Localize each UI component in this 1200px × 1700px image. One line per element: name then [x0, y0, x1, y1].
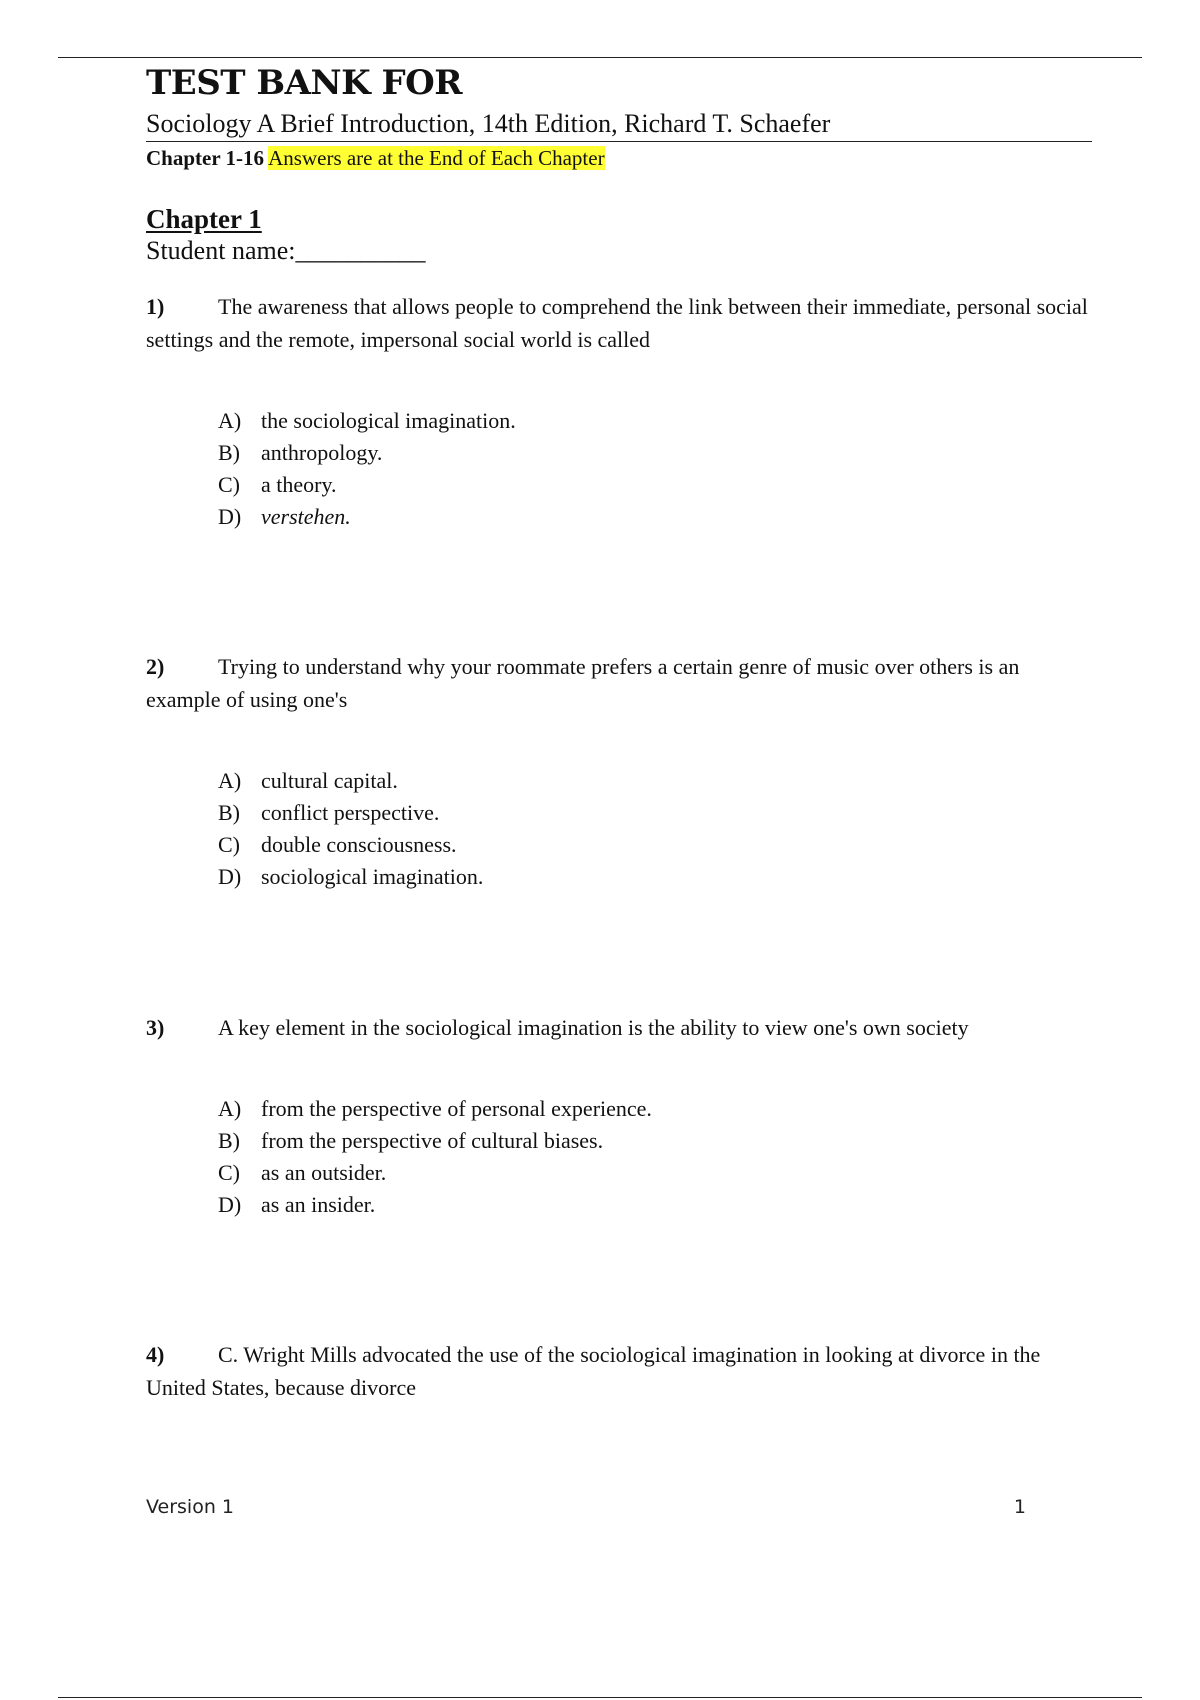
- option-b: [218, 437, 516, 469]
- option-letter: C): [218, 832, 240, 857]
- option-text: conflict perspective.: [261, 800, 440, 825]
- option-letter: A): [218, 408, 242, 433]
- option-text: anthropology.: [261, 440, 383, 465]
- option-letter: A): [218, 1096, 242, 1121]
- question-number: 1): [146, 294, 165, 319]
- question-2: [146, 650, 1092, 889]
- question-number: 3): [146, 1015, 165, 1040]
- question-1: [146, 290, 1092, 529]
- option-text: a theory.: [261, 472, 337, 497]
- option-d: [218, 501, 516, 533]
- option-letter: B): [218, 800, 240, 825]
- chapter-range-line: [146, 144, 605, 172]
- option-text: the sociological imagination.: [261, 408, 516, 433]
- option-letter: C): [218, 472, 240, 497]
- chapter-heading: Chapter 1: [146, 204, 262, 234]
- question-text: [146, 1338, 1092, 1404]
- bottom-rule: [58, 1697, 1142, 1698]
- top-rule: [58, 57, 1142, 58]
- question-text: [146, 1011, 1092, 1044]
- question-body: Trying to understand why your roommate prefers a certain genre of music over others is an example of using one's: [146, 654, 1020, 712]
- option-d: [218, 1189, 652, 1221]
- option-text: cultural capital.: [261, 768, 398, 793]
- option-a: [218, 1093, 652, 1125]
- option-text: as an insider.: [261, 1192, 376, 1217]
- version-label: Version 1: [146, 1496, 234, 1518]
- option-c: [218, 469, 516, 501]
- answer-options: [218, 765, 483, 893]
- option-a: [218, 765, 483, 797]
- document-title: TEST BANK FOR: [146, 63, 463, 103]
- answers-note: Answers are at the End of Each Chapter: [268, 146, 605, 170]
- book-subtitle: Sociology A Brief Introduction, 14th Edition, Richard T. Schaefer: [146, 108, 1092, 142]
- question-text: [146, 290, 1092, 356]
- option-letter: A): [218, 768, 242, 793]
- option-text: double consciousness.: [261, 832, 457, 857]
- chapter-range: Chapter 1-16: [146, 146, 265, 170]
- option-d: [218, 861, 483, 893]
- question-body: A key element in the sociological imagination is the ability to view one's own society: [218, 1015, 969, 1040]
- question-3: [146, 1011, 1092, 1217]
- option-text: from the perspective of cultural biases.: [261, 1128, 604, 1153]
- page-number: 1: [1013, 1496, 1026, 1518]
- question-text: [146, 650, 1092, 716]
- answer-options: [218, 1093, 652, 1221]
- option-text: sociological imagination.: [261, 864, 484, 889]
- option-text: as an outsider.: [261, 1160, 387, 1185]
- option-letter: D): [218, 1192, 242, 1217]
- option-c: [218, 829, 483, 861]
- option-letter: D): [218, 864, 242, 889]
- option-letter: C): [218, 1160, 240, 1185]
- option-b: [218, 797, 483, 829]
- question-4: [146, 1338, 1092, 1404]
- question-body: The awareness that allows people to comprehend the link between their immediate, personal social settings and the remote, impersonal social world is called: [146, 294, 1088, 352]
- question-number: 2): [146, 654, 165, 679]
- option-letter: B): [218, 1128, 240, 1153]
- option-text: verstehen.: [261, 504, 351, 529]
- answer-options: [218, 405, 516, 533]
- option-letter: D): [218, 504, 242, 529]
- page-footer: [146, 1494, 1026, 1520]
- student-name-field: Student name:__________: [146, 236, 426, 265]
- option-letter: B): [218, 440, 240, 465]
- option-a: [218, 405, 516, 437]
- question-number: 4): [146, 1342, 165, 1367]
- question-body: C. Wright Mills advocated the use of the sociological imagination in looking at divorce in the United States, because divorce: [146, 1342, 1041, 1400]
- option-text: from the perspective of personal experience.: [261, 1096, 652, 1121]
- option-c: [218, 1157, 652, 1189]
- option-b: [218, 1125, 652, 1157]
